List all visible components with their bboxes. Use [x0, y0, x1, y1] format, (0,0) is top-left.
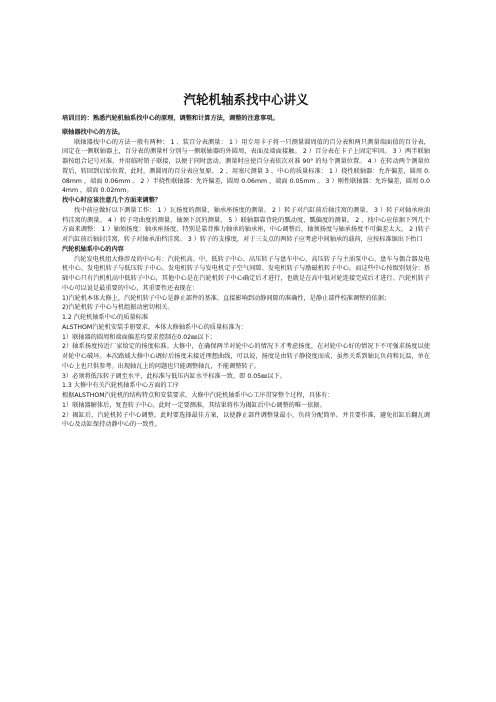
paragraph: 根据ALSTHOM汽轮机的结构特点和安装要求，大修中汽轮机轴系中心工序贯穿整个过程，具体有：	[62, 392, 334, 399]
paragraph: 找中前应做好以下测量工作： 1 ）瓦扬度的测量、轴承座扬度的测量。 2 ）转子对汽缸前后轴洼窝的测量。 3 ）转子对轴承座油档洼窝的测量。 4 ）转子弯曲度的测量，轴颈下沉的测量。 5 ）联轴器靠背轮的瓢动度，瓢偏度的测量。 2 、找中心应依据下列几个方面来调整： 1 ）轴须扬度：轴承座扬度，特别是靠背推力轴承的轴承座，中心调整后，轴须扬度与轴承扬度不可偏差太大。 2 )转子对汽缸前后轴封洼窝，转子对轴承油档洼窝。 3 ）转子的支撑度，对于三支点的两转子应考虑中间轴承的载荷，应按标准锯出下抬口	[62, 206, 430, 243]
paragraph: 1.2 汽轮机轴系中心的质量标准	[62, 314, 149, 321]
section-heading: 汽轮机轴系中心的内容	[62, 245, 124, 253]
document-body	[62, 114, 430, 430]
document-page	[62, 92, 430, 430]
section-heading: 联轴器找中心的方法。	[62, 128, 124, 136]
section-heading: 找中心时应该注意几个方面来调整？	[62, 197, 161, 204]
paragraph: 联轴器找中心的方法一般有两种： 1 、装百分表测量： 1 ）用专用卡子将一只测量圆周值的百分表和两只测量端面值的百分表，固定在一侧联轴器上，百分表的测量杆分别与一侧联轴器的外圆周，表面及端面接触。 2 ）百分表在卡子上固定牢固。 3 ）两半联轴器按组合记号对准，并用临时销子联接，以便于同时盘动。测量时应使百分表依次对准 90° 的每个测量位置。 4 ）在转动两个测量位置后，转回到启始位置，此时，测圆周的百分表应复原。 2 、用塞尺测量 3 、中心的质量标准： 1 ）挠性联轴器：允许偏差，圆周 0.08mm ，端面 0.06mm 。 2 ）半挠性联轴器：允许偏差，圆周 0.06mm ，端面 0.05mm 。 3 ）刚性联轴器：允许偏差，圆周 0.04mm ，端面 0.02mm。	[62, 138, 430, 195]
paragraph: 1)汽轮机本体大修上，汽轮机转子中心是静止部件的基准，直接影响到动静间隙的准确性，是静止部件校准调整的依据；	[62, 294, 391, 302]
paragraph: 1）联轴器的圆周和端面偏差均要求控制在0.02㎜以下；	[62, 333, 216, 341]
paragraph: 2）轴系扬度按近厂家给定的扬度标准。大修中，在确保两半对轮中心的情况下才考虑扬度，在对轮中心好的情况下不可强求扬度以使对轮中心破坏。本次路域大修中心调好后扬度未接近理想曲线，可以说，扬度是由转子静挠度而成，虽然关系到轴瓦负荷和瓦温，单在中心上也只供参考。出现轴瓦上的问题也只能调整轴瓦，不能调整转子。	[62, 343, 430, 370]
paragraph: 1.3 大修中有关汽轮机轴系中心方面的工序	[62, 382, 179, 390]
document-title: 汽轮机轴系找中心讲义	[183, 92, 309, 107]
paragraph: 1）联轴器解体后，复查转子中心。此时一定要测准，其结果将作为揭缸后中心调整的唯一依据。	[62, 401, 326, 409]
paragraph: 3）必须将低压转子调至水平，此标准与低压内缸水平标准一致，即 0.05㎜以下。	[62, 372, 286, 380]
paragraph: 2）揭缸后，汽轮机转子中心调整。此时要选择最佳方案，以使静止部件调整量最小，负荷分配简单。并且要作准，避免扣缸后翻瓦调中心及动缸保持动静中心的一致性。	[62, 411, 430, 429]
paragraph: ALSTHOM汽轮机安装手册要求，本体大修轴系中心的质量标准为：	[62, 323, 247, 331]
section-heading: 培训目的：熟悉汽轮机轴系找中心的原理，调整和计算方法，调整的注意事项。	[62, 115, 279, 122]
paragraph: 2)汽轮机转子中心与机组振动密切相关。	[62, 304, 174, 312]
paragraph: 汽轮发电机组大修涉及的中心有：汽轮机高、中、低转子中心、高压转子与盘车中心、高压转子与主油泵中心、盘车与偶合器及电机中心、发电机转子与低压转子中心、发电机转子与发电机定子空气间隙、发电机转子与励磁机转子中心。而这些中心按级别划分：基础中心只有汽机机高中低转子中心，其他中心是在汽轮机转子中心确定后才进行，也就是在高中低对轮连接完成后才进行。汽轮机转子中心可以说是最重要的中心，其重要性还表现在：	[62, 255, 430, 292]
